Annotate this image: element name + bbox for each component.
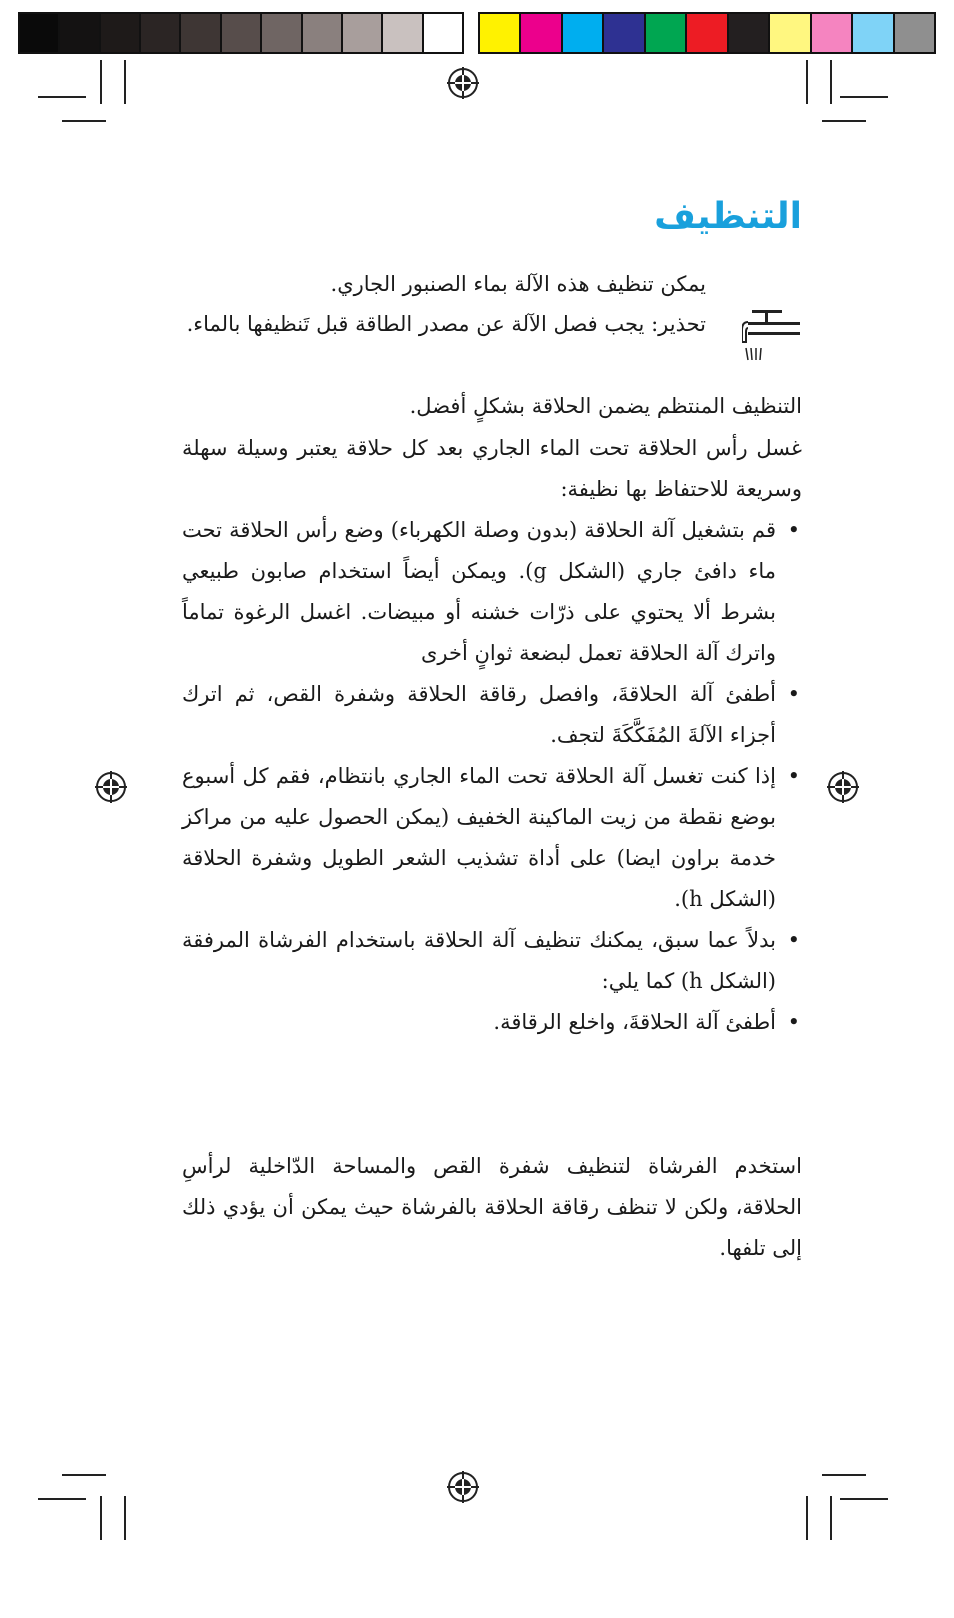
bullet: •	[787, 518, 800, 542]
color-swatch	[383, 14, 423, 52]
crop-mark	[822, 120, 866, 122]
color-swatch	[646, 14, 687, 52]
list-item: • أطفئ آلة الحلاقةَ، وافصل رقاقة الحلاقة وشفرة القص، ثم اترك أجزاء الآلةَ المُفَكَّكَةَ لتجف.	[182, 674, 802, 756]
faucet-icon	[742, 306, 802, 368]
bullet: •	[787, 1010, 800, 1034]
color-swatch	[480, 14, 521, 52]
crop-mark	[124, 1496, 126, 1540]
intro-text: يمكن تنظيف هذه الآلة بماء الصنبور الجاري.	[330, 272, 706, 296]
crop-mark	[38, 96, 86, 98]
cleaning-steps-list	[182, 510, 802, 1043]
crop-mark	[124, 60, 126, 104]
color-swatch	[521, 14, 562, 52]
list-item: • قم بتشغيل آلة الحلاقة (بدون وصلة الكهرباء) وضع رأس الحلاقة تحت ماء دافئ جاري (الشكل g). ويمكن أيضاً استخدام صابون طبيعي بشرط ألا يحتوي على ذرّات خشنه أو مبيضات. اغسل الرغوة تماماً واترك آلة الحلاقة تعمل لبضعة ثوانٍ أخرى	[182, 510, 802, 674]
color-swatch	[895, 14, 934, 52]
color-swatch	[687, 14, 728, 52]
color-bar	[478, 12, 936, 54]
list-item: • إذا كنت تغسل آلة الحلاقة تحت الماء الجاري بانتظام، فقم كل أسبوع بوضع نقطة من زيت الماكينة الخفيف (يمكن الحصول عليه من مراكز خدمة براون ايضا) على أداة تشذيب الشعر الطويل وشفرة الحلاقة (الشكل h).	[182, 756, 802, 920]
list-item: • أطفئ آلة الحلاقةَ، واخلع الرقاقة.	[182, 1002, 802, 1043]
color-swatch	[60, 14, 100, 52]
color-swatch	[812, 14, 853, 52]
registration-mark-icon	[94, 770, 128, 804]
page-title: التنظيف	[654, 196, 802, 237]
crop-mark	[100, 1496, 102, 1540]
crop-mark	[806, 60, 808, 104]
color-swatch	[141, 14, 181, 52]
color-swatch	[101, 14, 141, 52]
grayscale-bar	[18, 12, 464, 54]
color-swatch	[853, 14, 894, 52]
color-swatch	[424, 14, 462, 52]
crop-mark	[830, 60, 832, 104]
color-swatch	[729, 14, 770, 52]
crop-mark	[830, 1496, 832, 1540]
crop-mark	[822, 1474, 866, 1476]
bullet: •	[787, 928, 800, 952]
bullet: •	[787, 764, 800, 788]
color-swatch	[262, 14, 302, 52]
bullet: •	[787, 682, 800, 706]
color-swatch	[563, 14, 604, 52]
crop-mark	[38, 1498, 86, 1500]
wash-intro-text: غسل رأس الحلاقة تحت الماء الجاري بعد كل حلاقة يعتبر وسيلة سهلة وسريعة للاحتفاظ بها نظيفة:	[182, 436, 802, 501]
color-swatch	[20, 14, 60, 52]
color-swatch	[343, 14, 383, 52]
registration-mark-icon	[446, 66, 480, 100]
crop-mark	[100, 60, 102, 104]
registration-mark-icon	[826, 770, 860, 804]
crop-mark	[62, 120, 106, 122]
brush-cleaning-text: استخدم الفرشاة لتنظيف شفرة القص والمساحة الدّاخلية لرأسِ الحلاقة، ولكن لا تنظف رقاقة الحلاقة بالفرشاة حيث يمكن أن يؤدي ذلك إلى تلفها.	[182, 1154, 802, 1260]
color-swatch	[604, 14, 645, 52]
color-swatch	[222, 14, 262, 52]
registration-mark-icon	[446, 1470, 480, 1504]
list-item: • بدلاً عما سبق، يمكنك تنظيف آلة الحلاقة باستخدام الفرشاة المرفقة (الشكل h) كما يلي:	[182, 920, 802, 1002]
crop-mark	[806, 1496, 808, 1540]
color-swatch	[303, 14, 343, 52]
regular-cleaning-text: التنظيف المنتظم يضمن الحلاقة بشكلٍ أفضل.	[409, 394, 802, 418]
color-swatch	[181, 14, 221, 52]
crop-mark	[840, 96, 888, 98]
crop-mark	[840, 1498, 888, 1500]
color-swatch	[770, 14, 811, 52]
crop-mark	[62, 1474, 106, 1476]
warning-text: تحذير: يجب فصل الآلة عن مصدر الطاقة قبل تَنظيفها بالماء.	[186, 312, 706, 336]
